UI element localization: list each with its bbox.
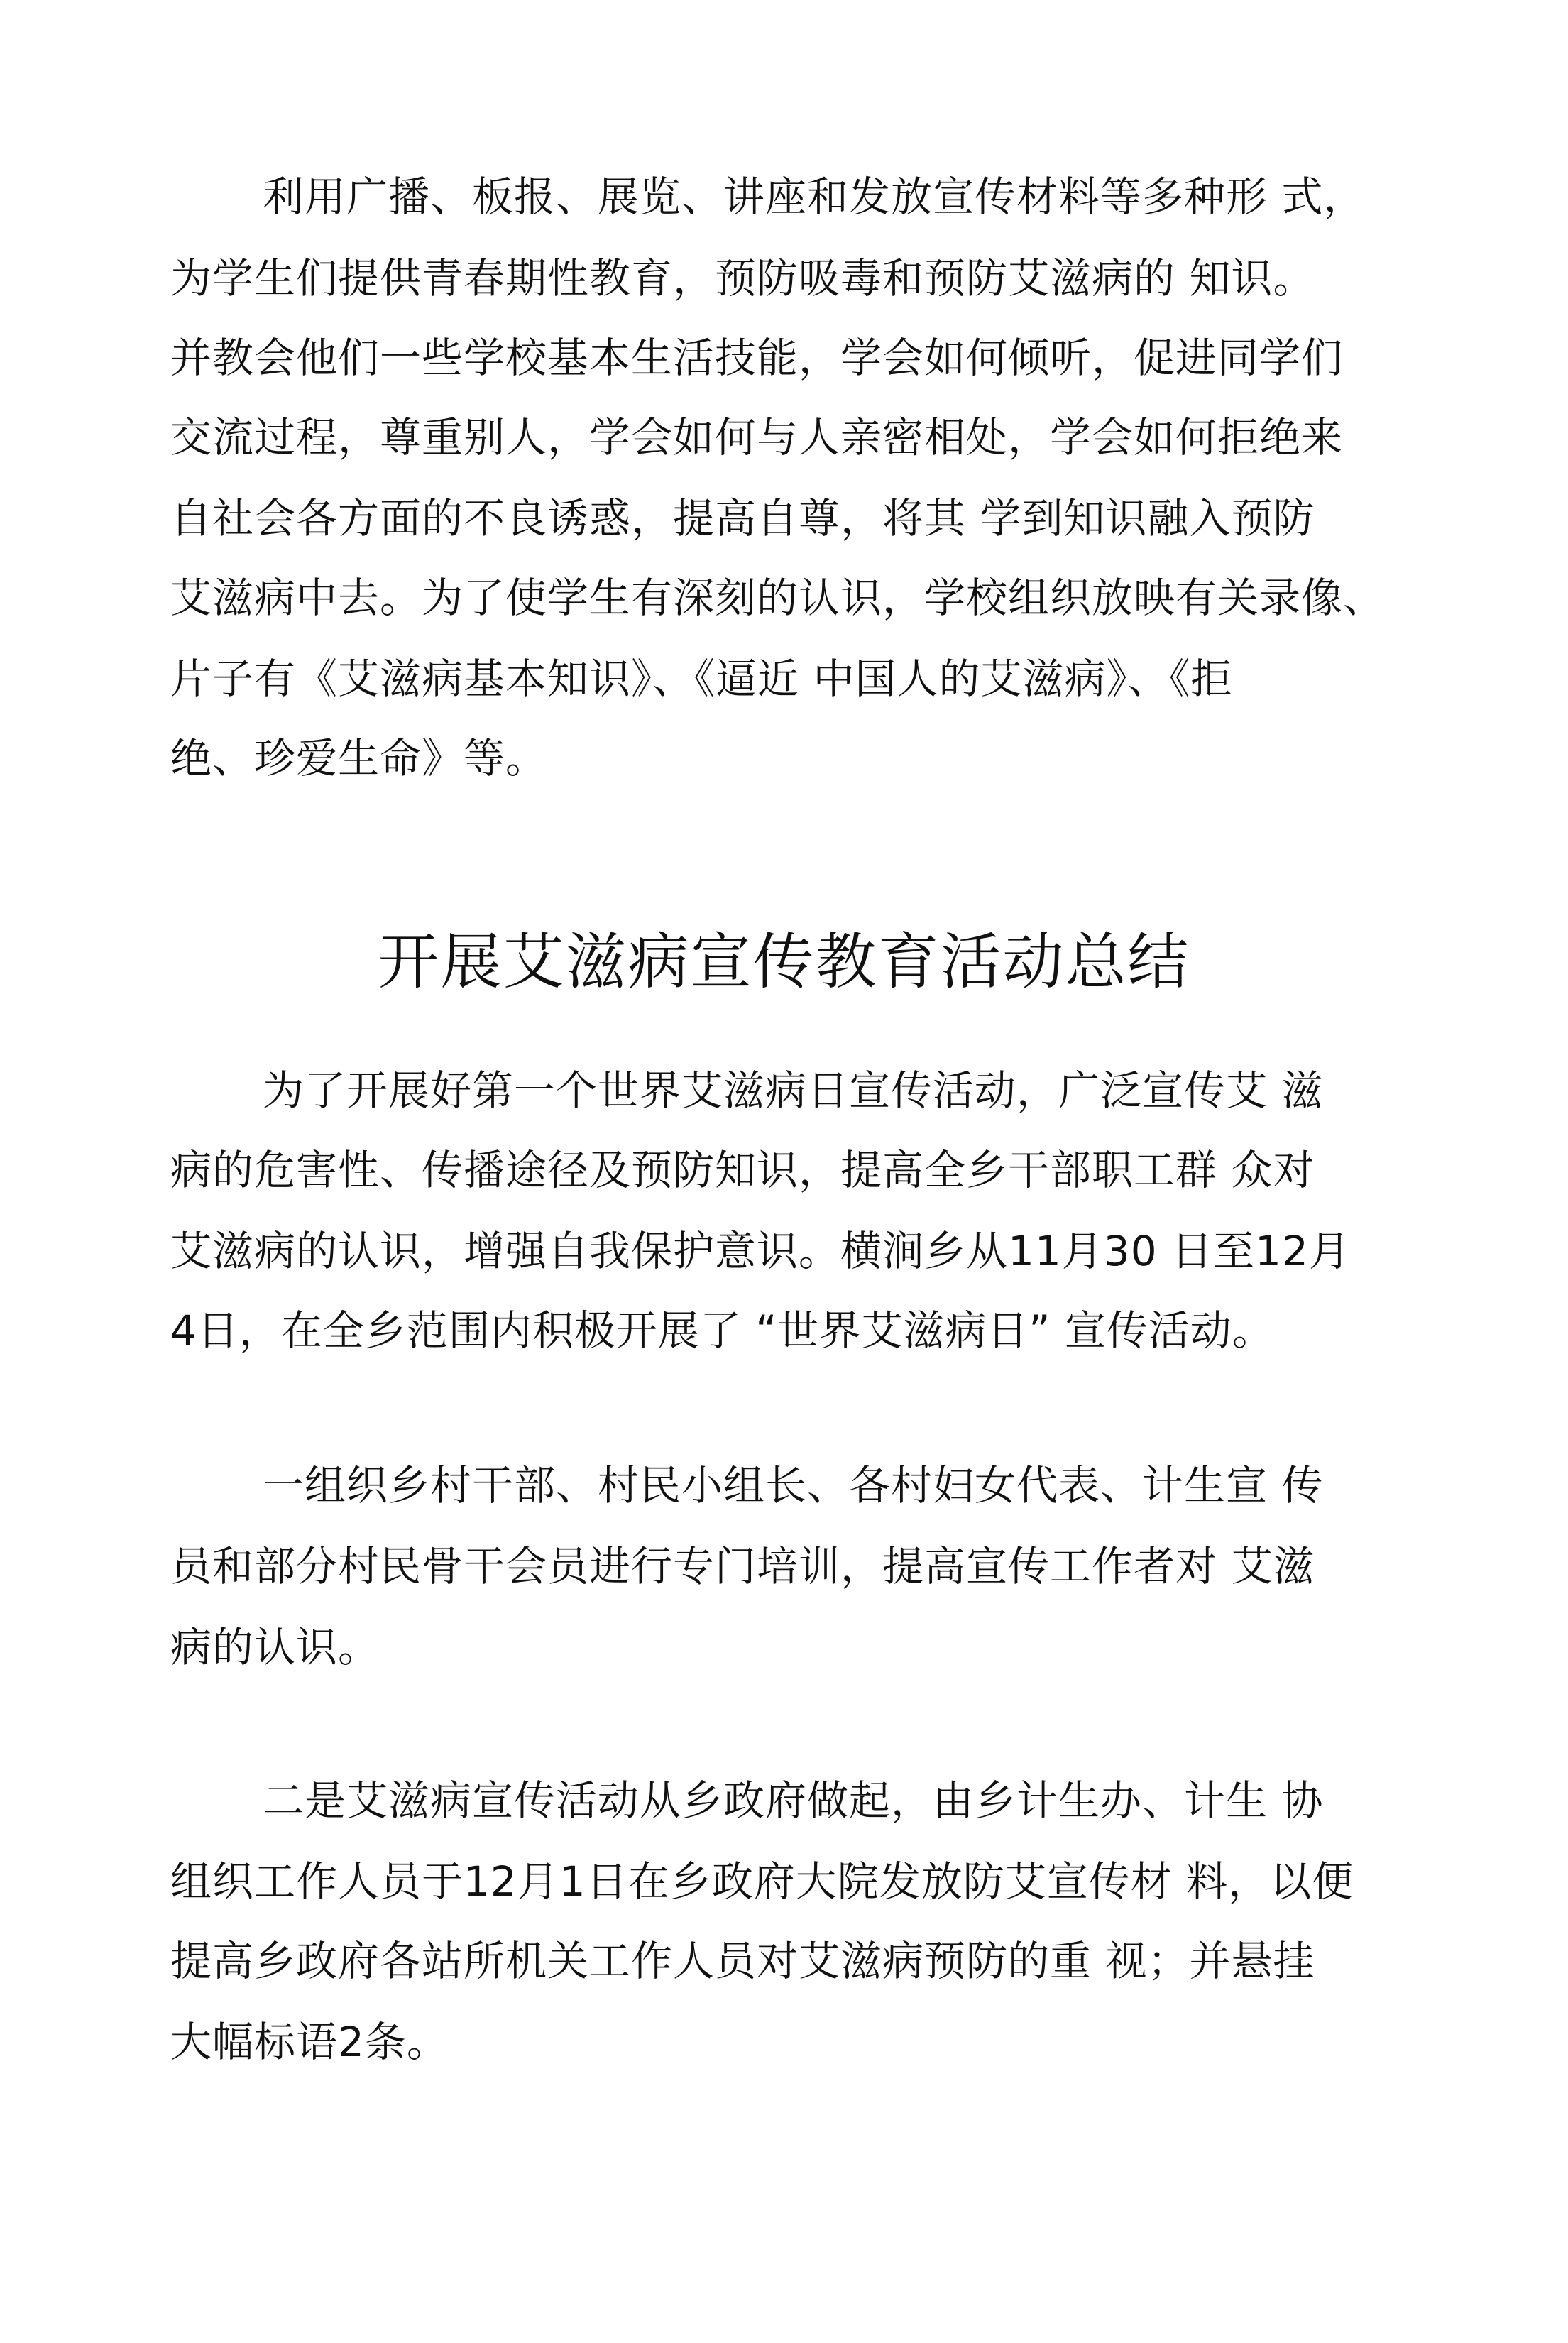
- paragraph-line: 二是艾滋病宣传活动从乡政府做起，由乡计生办、计生 协: [263, 1776, 1324, 1825]
- paragraph-line: 大幅标语2条。: [170, 2018, 449, 2066]
- paragraph-line: 片子有《艾滋病基本知识》、《逼近 中国人的艾滋病》、《拒: [170, 655, 1233, 703]
- paragraph-line: 4日，在全乡范围内积极开展了 “世界艾滋病日” 宣传活动。: [170, 1306, 1274, 1355]
- paragraph-line: 利用广播、板报、展览、讲座和发放宣传材料等多种形 式，: [263, 173, 1366, 221]
- paragraph-line: 组织工作人员于12月1日在乡政府大院发放防艾宣传材 料，以便: [170, 1857, 1354, 1906]
- paragraph-line: 为学生们提供青春期性教育，预防吸毒和预防艾滋病的 知识。: [170, 254, 1315, 302]
- paragraph-line: 病的危害性、传播途径及预防知识，提高全乡干部职工群 众对: [170, 1146, 1315, 1194]
- page-title: 开展艾滋病宣传教育活动总结: [378, 927, 1190, 998]
- paragraph-line: 艾滋病中去。为了使学生有深刻的认识，学校组织放映有关录像、: [170, 574, 1386, 622]
- paragraph-line: 提高乡政府各站所机关工作人员对艾滋病预防的重 视；并悬挂: [170, 1937, 1315, 1985]
- paragraph-line: 一组织乡村干部、村民小组长、各村妇女代表、计生宣 传: [263, 1461, 1324, 1509]
- paragraph-line: 病的认识。: [170, 1623, 380, 1671]
- paragraph-line: 绝、珍爱生命》等。: [170, 734, 548, 782]
- paragraph-line: 为了开展好第一个世界艾滋病日宣传活动，广泛宣传艾 滋: [263, 1066, 1324, 1115]
- paragraph-line: 交流过程，尊重别人，学会如何与人亲密相处，学会如何拒绝来: [170, 413, 1344, 462]
- paragraph-line: 艾滋病的认识，增强自我保护意识。横涧乡从11月30 日至12月: [170, 1227, 1351, 1275]
- paragraph-line: 员和部分村民骨干会员进行专门培训，提高宣传工作者对 艾滋: [170, 1542, 1315, 1590]
- paragraph-line: 自社会各方面的不良诱惑，提高自尊，将其 学到知识融入预防: [170, 494, 1315, 542]
- paragraph-line: 并教会他们一些学校基本生活技能，学会如何倾听，促进同学们: [170, 334, 1344, 382]
